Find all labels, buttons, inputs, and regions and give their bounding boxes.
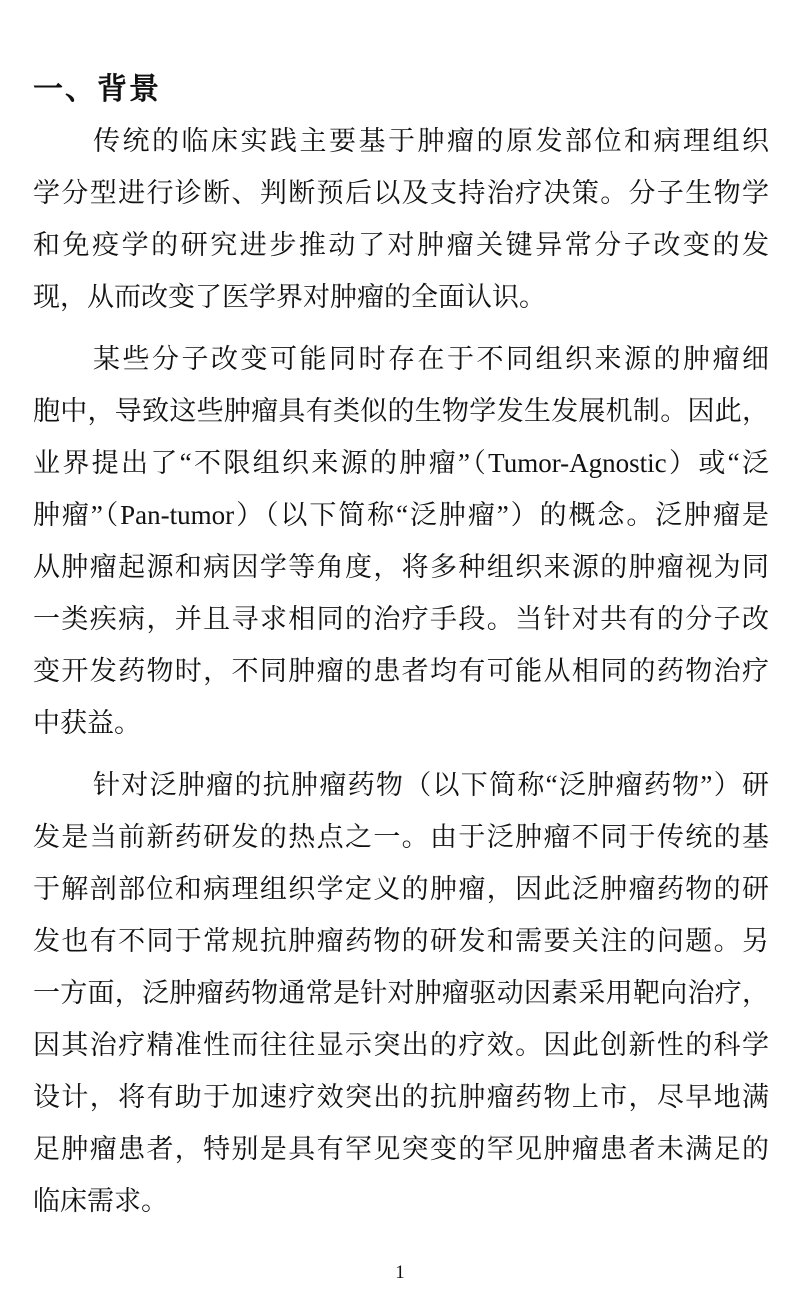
text-line: 从肿瘤起源和病因学等角度，将多种组织来源的肿瘤视为同 — [33, 552, 769, 582]
text-line: 因其治疗精准性而往往显示突出的疗效。因此创新性的科学 — [33, 1030, 769, 1060]
text-line: 变开发药物时，不同肿瘤的患者均有可能从相同的药物治疗 — [33, 656, 769, 686]
text-line: 肿瘤”（Pan-tumor）（以下简称“泛肿瘤”）的概念。泛肿瘤是 — [33, 500, 769, 530]
text-line: 发是当前新药研发的热点之一。由于泛肿瘤不同于传统的基 — [33, 822, 769, 852]
paragraph — [33, 333, 769, 749]
text-line: 传统的临床实践主要基于肿瘤的原发部位和病理组织 — [93, 126, 769, 156]
text-line: 一方面，泛肿瘤药物通常是针对肿瘤驱动因素采用靶向治疗， — [33, 978, 769, 1008]
text-line: 足肿瘤患者，特别是具有罕见突变的罕见肿瘤患者未满足的 — [33, 1134, 769, 1164]
text-line: 学分型进行诊断、判断预后以及支持治疗决策。分子生物学 — [33, 178, 769, 208]
text-line: 一类疾病，并且寻求相同的治疗手段。当针对共有的分子改 — [33, 604, 769, 634]
text-line: 某些分子改变可能同时存在于不同组织来源的肿瘤细 — [93, 344, 769, 374]
section-heading: 一、背景 — [33, 73, 161, 106]
text-line: 于解剖部位和病理组织学定义的肿瘤，因此泛肿瘤药物的研 — [33, 874, 769, 904]
text-line: 中获益。 — [33, 708, 141, 738]
page-number: 1 — [395, 1262, 405, 1283]
text-line: 业界提出了“不限组织来源的肿瘤”（Tumor-Agnostic）或“泛 — [33, 448, 769, 478]
text-line: 临床需求。 — [33, 1186, 168, 1216]
paragraph — [33, 115, 769, 323]
text-line: 和免疫学的研究进步推动了对肿瘤关键异常分子改变的发 — [33, 230, 769, 260]
text-line: 设计，将有助于加速疗效突出的抗肿瘤药物上市，尽早地满 — [33, 1082, 769, 1112]
page-footer — [0, 1262, 800, 1284]
text-line: 针对泛肿瘤的抗肿瘤药物（以下简称“泛肿瘤药物”）研 — [93, 770, 769, 800]
text-line: 发也有不同于常规抗肿瘤药物的研发和需要关注的问题。另 — [33, 926, 769, 956]
text-line: 胞中，导致这些肿瘤具有类似的生物学发生发展机制。因此， — [33, 396, 769, 426]
document-body — [33, 115, 769, 1227]
text-line: 现，从而改变了医学界对肿瘤的全面认识。 — [33, 282, 546, 312]
paragraph — [33, 759, 769, 1227]
